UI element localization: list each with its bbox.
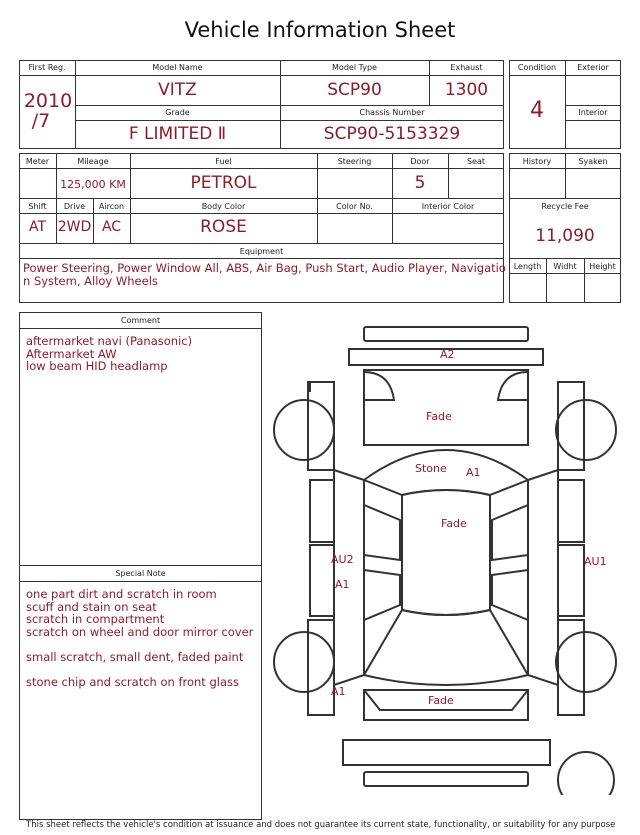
meter-label: Meter <box>25 157 50 166</box>
special-note-line <box>26 663 258 676</box>
equipment-line: Power Steering, Power Window All, ABS, Air Bag, Push Start, Audio Player, Navigatio <box>23 261 506 275</box>
width-label: Widht <box>553 262 577 271</box>
length-label: Length <box>513 262 542 271</box>
body-side-shape <box>528 470 558 685</box>
door-label: Door <box>410 157 430 166</box>
spare-wheel-shape <box>558 752 614 795</box>
front-fender-shape <box>308 382 334 470</box>
interior-label: Interior <box>578 108 608 117</box>
damage-mark-a1-glass: A1 <box>466 466 481 479</box>
special-note-line: scratch in compartment <box>26 612 165 626</box>
special-note-line <box>26 638 258 651</box>
damage-mark-fade-rear: Fade <box>428 694 454 707</box>
damage-mark-a2: A2 <box>440 348 455 361</box>
comment-panel <box>19 312 262 820</box>
first-reg-month: /7 <box>31 110 51 132</box>
color-no-label: Color No. <box>336 202 373 211</box>
steering-label: Steering <box>337 157 372 166</box>
drive-label: Drive <box>63 202 86 211</box>
rear-bumper-shape <box>343 740 550 765</box>
front-bumper-shape <box>364 327 528 341</box>
grade-value: F LIMITED Ⅱ <box>128 124 227 144</box>
fender-corner-shape <box>310 382 334 392</box>
wheel-shape <box>556 632 616 692</box>
first-reg-label: First Reg. <box>28 63 66 72</box>
model-name-label: Model Name <box>152 63 203 72</box>
headlight-shape <box>498 372 528 400</box>
damage-mark-stone: Stone <box>415 462 447 475</box>
interior-color-label: Interior Color <box>421 202 475 211</box>
door-shape <box>558 480 584 542</box>
recycle-fee-value: 11,090 <box>535 226 595 246</box>
height-label: Height <box>589 262 616 271</box>
wheel-shape <box>274 400 334 460</box>
aircon-label: Aircon <box>98 202 125 211</box>
damage-mark-au1: AU1 <box>584 555 607 568</box>
damage-mark-a1-left-door: A1 <box>335 578 350 591</box>
hood-shape <box>364 370 528 445</box>
special-note-line: small scratch, small dent, faded paint <box>26 649 244 664</box>
damage-mark-a1-left-rear: A1 <box>331 685 346 698</box>
car-damage-diagram <box>270 320 630 795</box>
damage-mark-fade-hood: Fade <box>426 410 452 423</box>
rear-bumper-shape <box>364 772 528 786</box>
door-shape <box>310 480 334 542</box>
door-shape <box>558 545 584 616</box>
syaken-label: Syaken <box>578 157 608 166</box>
equipment-line: n System, Alloy Wheels <box>23 274 158 288</box>
rear-fender-shape <box>308 620 334 715</box>
chassis-number-value: SCP90-5153329 <box>323 124 461 144</box>
disclaimer-footer: This sheet reflects the vehicle's condition at issuance and does not guarantee its current state, functionality, or suitability for any purpose <box>26 820 616 830</box>
comment-line: Aftermarket AW <box>26 346 117 361</box>
shift-value: AT <box>28 219 47 235</box>
exhaust-label: Exhaust <box>450 63 483 72</box>
comment-line: aftermarket navi (Panasonic) <box>26 334 193 348</box>
first-reg-year: 2010 <box>23 90 73 112</box>
window-shape <box>492 505 528 560</box>
model-type-label: Model Type <box>332 63 377 72</box>
exhaust-value: 1300 <box>444 80 489 100</box>
comment-label: Comment <box>120 316 161 325</box>
fuel-label: Fuel <box>215 157 232 166</box>
page-title: Vehicle Information Sheet <box>184 18 456 42</box>
roof-shape <box>402 490 490 615</box>
special-note-line: scuff and stain on seat <box>26 599 157 614</box>
door-value: 5 <box>414 173 426 193</box>
seat-label: Seat <box>466 157 486 166</box>
special-note-line: stone chip and scratch on front glass <box>26 674 239 689</box>
recycle-fee-label: Recycle Fee <box>541 202 589 211</box>
comment-line: low beam HID headlamp <box>26 359 168 373</box>
history-label: History <box>522 157 552 166</box>
model-type-value: SCP90 <box>327 80 382 100</box>
aircon-value: AC <box>101 219 122 235</box>
wheel-shape <box>556 400 616 460</box>
mileage-value: 125,000 KM <box>60 178 126 191</box>
comment-text <box>26 335 258 373</box>
shift-label: Shift <box>28 202 47 211</box>
special-note-line: one part dirt and scratch in room <box>26 587 217 601</box>
body-color-label: Body Color <box>201 202 246 211</box>
equipment-label: Equipment <box>239 247 284 256</box>
headlight-shape <box>364 372 394 400</box>
wheel-shape <box>274 632 334 692</box>
rear-fender-shape <box>558 620 584 715</box>
drive-value: 2WD <box>57 219 92 235</box>
condition-value: 4 <box>530 98 544 123</box>
grade-label: Grade <box>165 108 190 117</box>
condition-label: Condition <box>517 63 557 72</box>
body-color-value: ROSE <box>200 217 247 237</box>
window-shape <box>364 505 400 560</box>
window-shape <box>364 570 400 620</box>
chassis-number-label: Chassis Number <box>359 108 425 117</box>
damage-mark-fade-roof: Fade <box>441 517 467 530</box>
special-note-text <box>26 588 258 688</box>
mileage-label: Mileage <box>77 157 109 166</box>
rear-window-shape <box>364 610 528 685</box>
model-name-value: VITZ <box>158 80 197 100</box>
special-note-label: Special Note <box>115 569 166 578</box>
special-note-line: scratch on wheel and door mirror cover <box>26 624 254 639</box>
equipment-value <box>23 261 506 288</box>
fuel-value: PETROL <box>190 173 257 193</box>
exterior-label: Exterior <box>577 63 609 72</box>
window-shape <box>492 570 528 620</box>
damage-mark-au2: AU2 <box>331 553 354 566</box>
